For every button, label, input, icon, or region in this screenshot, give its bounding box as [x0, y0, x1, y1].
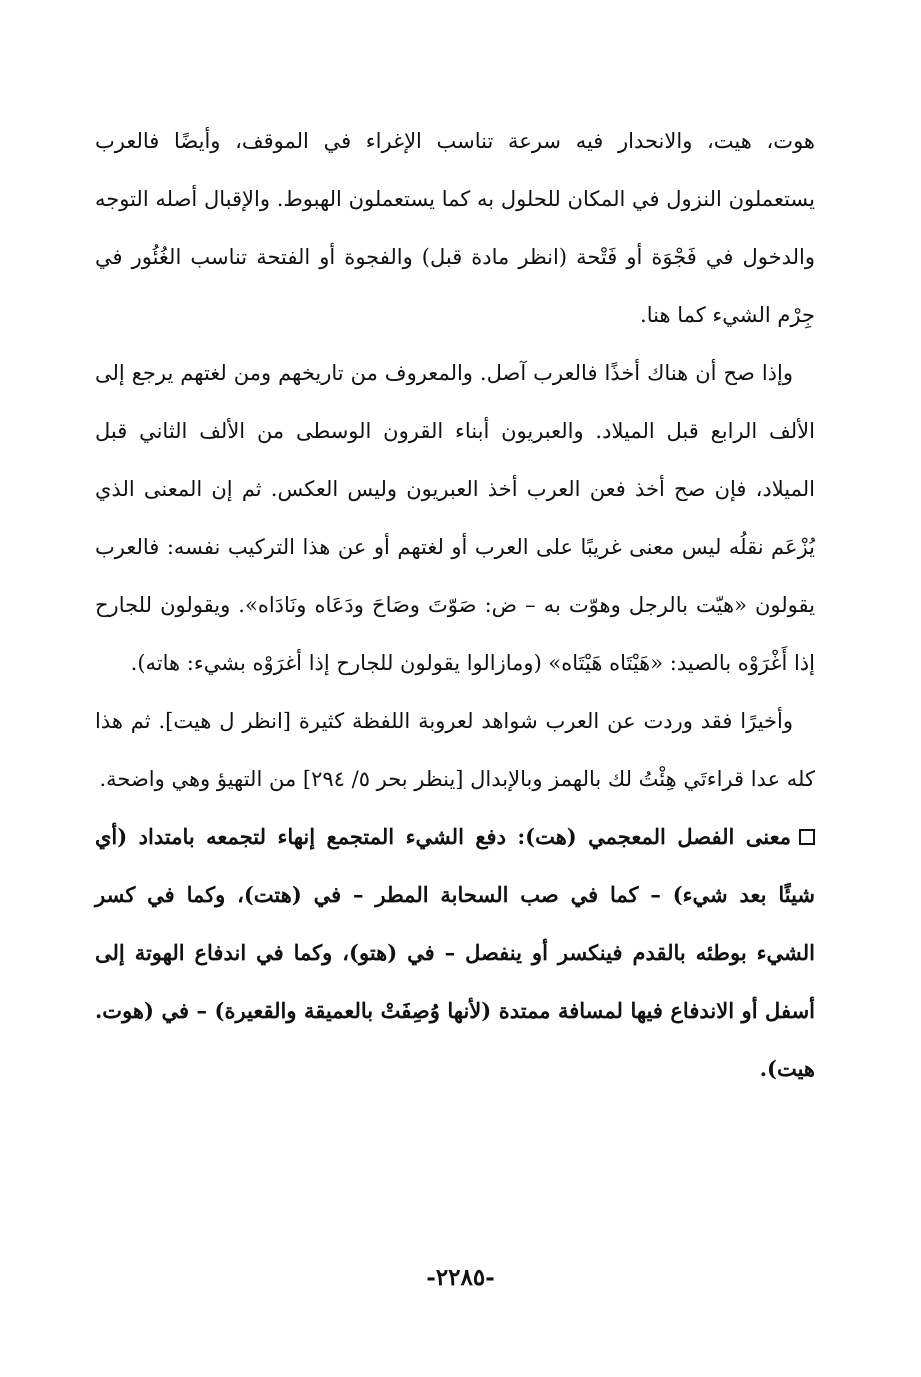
- paragraph-3: وأخيرًا فقد وردت عن العرب شواهد لعروبة اللفظة كثيرة [انظر ل هيت]. ثم هذا كله عدا قراءتَي هِئْتُ لك بالهمز وبالإبدال [ينظر بحر ٥/ ٢٩٤] من التهيؤ وهي واضحة.: [95, 709, 815, 791]
- body-text: [95, 112, 815, 1098]
- page-number: -٢٢٨٥-: [426, 1264, 495, 1291]
- paragraph-1: هوت، هيت، والانحدار فيه سرعة تناسب الإغراء في الموقف، وأيضًا فالعرب يستعملون النزول في المكان للحلول به كما يستعملون الهبوط. والإقبال أصله التوجه والدخول في فَجْوَة أو فَتْحة (انظر مادة قبل) والفجوة أو الفتحة تناسب الغُئُور في جِرْم الشيء كما هنا.: [95, 129, 815, 327]
- lexical-meaning-paragraph: [95, 808, 815, 1098]
- checkbox-icon: [799, 829, 815, 845]
- paragraph-2: وإذا صح أن هناك أخذًا فالعرب آصل. والمعروف من تاريخهم ومن لغتهم يرجع إلى الألف الرابع قبل الميلاد. والعبريون أبناء القرون الوسطى من الألف الثاني قبل الميلاد، فإن صح أخذ فعن العرب أخذ العبريون وليس العكس. ثم إن المعنى الذي يُزْعَم نقلُه ليس معنى غريبًا على العرب أو لغتهم أو عن هذا التركيب نفسه: فالعرب يقولون «هيّت بالرجل وهوّت به – ض: صَوّتَ وصَاحَ ودَعَاه ونَادَاه». ويقولون للجارح إذا أَغْرَوْه بالصيد: «هَيْتَاه هَيْتَاه» (ومازالوا يقولون للجارح إذا أغرَوْه بشيء: هاته).: [95, 361, 815, 675]
- lexical-meaning-text: معنى الفصل المعجمي (هت): دفع الشيء المتجمع إنهاء لتجمعه بامتداد (أي شيئًا بعد شيء) – كما في صب السحابة المطر – في (هتت)، وكما في كسر الشيء بوطئه بالقدم فينكسر أو ينفصل – في (هتو)، وكما في اندفاع الهوتة إلى أسفل أو الاندفاع فيها لمسافة ممتدة (لأنها وُصِفَتْ بالعميقة والقعيرة) – في (هوت. هيت).: [95, 824, 815, 1081]
